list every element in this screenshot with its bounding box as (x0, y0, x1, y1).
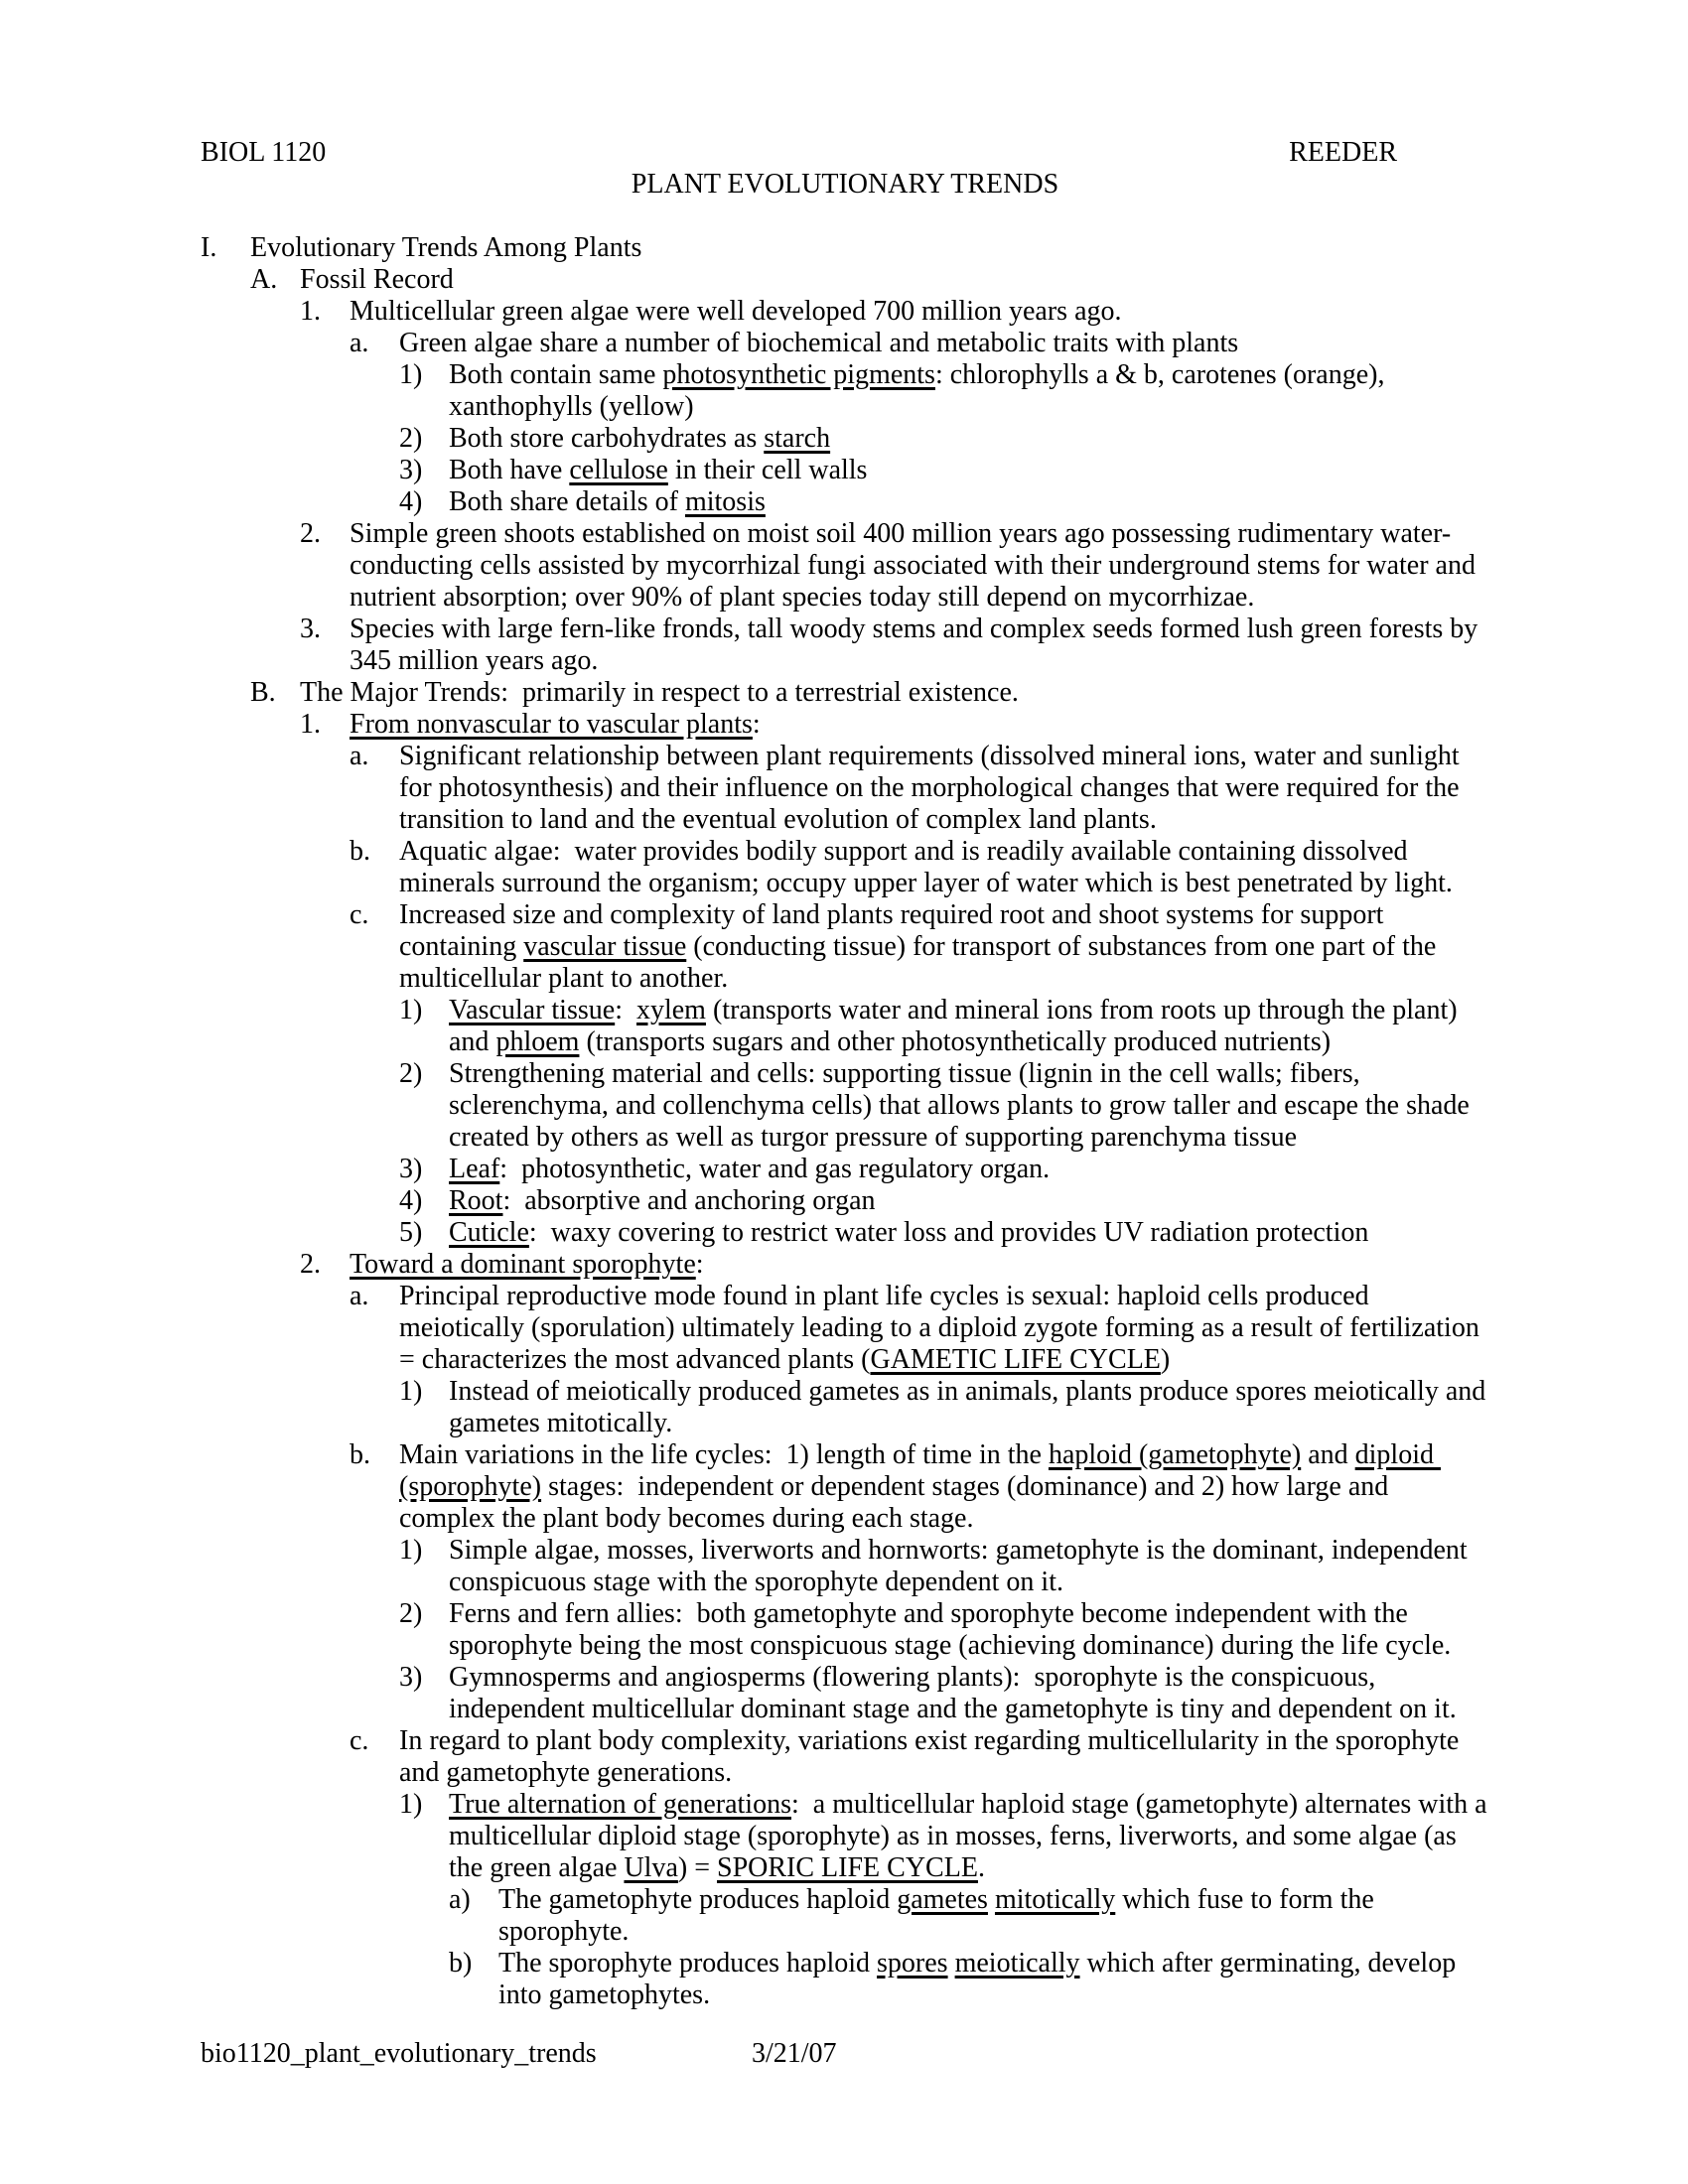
outline-item-row (399, 995, 1489, 1058)
underlined-term: Leaf (449, 1154, 500, 1184)
outline-item-text (449, 1376, 1493, 1439)
outline-item (399, 486, 1489, 518)
outline-item (350, 1725, 1494, 2011)
outline-item-row (300, 709, 1489, 741)
text-segment: Both contain same (449, 359, 663, 390)
text-segment: Main variations in the life cycles: 1) length of time in the (399, 1439, 1049, 1470)
text-segment: and (1301, 1439, 1355, 1470)
outline-item (399, 995, 1489, 1058)
outline-item-text (350, 1249, 1489, 1281)
text-segment: (transports water and mineral ions from roots up through the plant) and (449, 995, 1465, 1057)
underlined-term: Cuticle (449, 1217, 529, 1248)
outline-item-label: 3) (399, 455, 423, 485)
text-segment: : (695, 1249, 704, 1280)
outline-item-row (350, 899, 1489, 995)
text-segment: Gymnosperms and angiosperms (flowering plants): sporophyte is the conspicuous, independent multicellular dominant stage and the gametophyte is tiny and dependent on it. (449, 1662, 1457, 1724)
outline-item-row (399, 1154, 1489, 1185)
text-segment (948, 1948, 955, 1979)
outline-children (399, 1789, 1494, 2011)
outline (201, 232, 1494, 2011)
outline-item-text (350, 709, 1489, 741)
outline-item-row (399, 1185, 1489, 1217)
outline-item-row (350, 328, 1489, 359)
outline-item-label: I. (201, 232, 217, 263)
outline-children (399, 1535, 1489, 1725)
outline-item (399, 1535, 1489, 1598)
text-segment: (transports sugars and other photosynthetically produced nutrients) (579, 1026, 1332, 1057)
text-segment: Ferns and fern allies: both gametophyte and sporophyte become independent with the sporophyte being the most conspicuous stage (achieving dominance) during the life cycle. (449, 1598, 1452, 1661)
outline-item-row (300, 1249, 1489, 1281)
outline-children (399, 359, 1489, 518)
outline-item-text (399, 1439, 1489, 1535)
instructor-name: REEDER (1289, 137, 1397, 168)
text-segment: ) (1160, 1344, 1171, 1375)
underlined-term: xylem (635, 995, 706, 1025)
text-segment: . (977, 1852, 985, 1883)
outline-item-label: 1) (399, 1535, 423, 1566)
outline-item-label: 2) (399, 1598, 423, 1629)
outline-children (300, 296, 1489, 677)
text-segment: : photosynthetic, water and gas regulatory organ. (499, 1154, 1051, 1184)
outline-item-text (399, 741, 1489, 836)
text-segment: Multicellular green algae were well developed 700 million years ago. (350, 296, 1122, 327)
outline-item-label: a. (350, 741, 369, 771)
spacer (201, 201, 1489, 232)
underlined-term: haploid (gametophyte) (1048, 1439, 1302, 1470)
outline-item-row (399, 1376, 1493, 1439)
outline-item-text (449, 1662, 1489, 1725)
outline-item-label: 3) (399, 1662, 423, 1693)
text-segment: The gametophyte produces haploid (498, 1884, 898, 1915)
outline-item (350, 1281, 1493, 1439)
outline-item-row (399, 1662, 1489, 1725)
outline-item-row (399, 423, 1489, 455)
text-segment: stages: independent or dependent stages (dominance) and 2) how large and complex the plant body becomes during each stage. (399, 1471, 1396, 1534)
outline-item (300, 296, 1489, 518)
outline-item (350, 1439, 1489, 1725)
outline-item-label: a. (350, 1281, 369, 1311)
text-segment: which after germinating, develop into gametophytes. (498, 1948, 1464, 2010)
text-segment (988, 1884, 995, 1915)
outline-item (250, 264, 1489, 677)
outline-item (350, 328, 1489, 518)
text-segment: Both have (449, 455, 570, 485)
outline-item-label: b. (350, 836, 370, 867)
outline-item-row (350, 1281, 1489, 1376)
outline-item-label: 3) (399, 1154, 423, 1184)
outline-item-text (449, 455, 1489, 486)
outline-item-row (250, 677, 1489, 709)
text-segment: : (752, 709, 761, 740)
outline-item-row (350, 836, 1489, 899)
outline-item (350, 899, 1489, 1249)
outline-item-row (449, 1948, 1489, 2011)
text-segment: Simple green shoots established on moist soil 400 million years ago possessing rudimentary water-conducting cells assisted by mycorrhizal fungi associated with their underground stems for water and nutrient absorption; over 90% of plant species today still depend on mycorrhizae. (350, 518, 1482, 613)
outline-item-label: 4) (399, 486, 423, 517)
outline-item (300, 518, 1489, 614)
underlined-term: photosynthetic pigments (662, 359, 935, 390)
outline-item-row (300, 518, 1489, 614)
underlined-term: diploid (sporophyte) (399, 1439, 1441, 1502)
text-segment: : absorptive and anchoring organ (502, 1185, 876, 1216)
outline-item-row (399, 359, 1489, 423)
underlined-term: True alternation of generations (449, 1789, 791, 1820)
text-segment: Fossil Record (300, 264, 454, 295)
outline-children (350, 1281, 1494, 2011)
outline-item-label: c. (350, 899, 369, 930)
outline-item-label: 1) (399, 995, 423, 1025)
outline-item-text (399, 836, 1489, 899)
text-segment: Instead of meiotically produced gametes as in animals, plants produce spores meiotically and gametes mitotically. (449, 1376, 1493, 1438)
outline-item-row (399, 1058, 1489, 1154)
outline-item (399, 1217, 1489, 1249)
outline-item-label: 2. (300, 518, 321, 549)
underlined-term: phloem (495, 1026, 580, 1057)
outline-item-text (399, 328, 1489, 359)
outline-item-text (449, 995, 1489, 1058)
outline-children (350, 328, 1489, 518)
outline-item-text (350, 518, 1489, 614)
outline-item-text (498, 1884, 1489, 1948)
outline-item-text (300, 264, 1489, 296)
outline-children (350, 741, 1489, 1249)
outline-item-text (350, 296, 1489, 328)
footer-filename: bio1120_plant_evolutionary_trends (201, 2038, 597, 2069)
text-segment: Principal reproductive mode found in plant life cycles is sexual: haploid cells produced meiotically (sporulation) ultimately leading to a diploid zygote forming as a result of fertilization = characterizes the most advanced plants ( (399, 1281, 1486, 1375)
outline-children (250, 264, 1494, 2011)
outline-item (399, 1598, 1489, 1662)
underlined-term: mitotically (994, 1884, 1116, 1915)
outline-item-row (300, 296, 1489, 328)
text-segment: Significant relationship between plant requirements (dissolved mineral ions, water and sunlight for photosynthesis) and their influence on the morphological changes that were required for the transition to land and the eventual evolution of complex land plants. (399, 741, 1467, 835)
outline-item (399, 1789, 1494, 2011)
outline-item-text (250, 232, 1489, 264)
text-segment: (conducting tissue) for transport of substances from one part of the multicellular plant to another. (399, 931, 1444, 994)
outline-item-text (399, 1725, 1489, 1789)
outline-item-label: 1) (399, 1376, 423, 1407)
text-segment: ) = (677, 1852, 718, 1883)
text-segment: : chlorophylls a & b, carotenes (orange), xanthophylls (yellow) (449, 359, 1392, 422)
page-title: PLANT EVOLUTIONARY TRENDS (631, 169, 1059, 200)
outline-item-row (399, 1789, 1494, 1884)
outline-children (449, 1884, 1489, 2011)
outline-item-text (449, 359, 1489, 423)
text-segment: Strengthening material and cells: supporting tissue (lignin in the cell walls; fibers, sclerenchyma, and collenchyma cells) that allows plants to grow taller and escape the shade created by others as well as turgor pressure of supporting parenchyma tissue (449, 1058, 1477, 1153)
outline-item-text (399, 899, 1489, 995)
underlined-term: mitosis (684, 486, 766, 517)
text-segment: In regard to plant body complexity, variations exist regarding multicellularity in the sporophyte and gametophyte generations. (399, 1725, 1467, 1788)
outline-item-row (350, 1725, 1489, 1789)
outline-children (399, 1376, 1493, 1439)
outline-item-row (399, 1535, 1489, 1598)
outline-item (399, 1376, 1493, 1439)
underlined-term: Root (449, 1185, 503, 1216)
outline-item (201, 232, 1494, 2011)
outline-item-label: 5) (399, 1217, 423, 1248)
text-segment: Evolutionary Trends Among Plants (250, 232, 642, 263)
outline-item-label: 2) (399, 1058, 423, 1089)
text-segment: The sporophyte produces haploid (498, 1948, 878, 1979)
outline-item (399, 359, 1489, 423)
outline-item (350, 836, 1489, 899)
outline-item-text (449, 1598, 1489, 1662)
outline-item-label: 1) (399, 359, 423, 390)
outline-item (350, 741, 1489, 836)
text-segment: Species with large fern-like fronds, tall woody stems and complex seeds formed lush green forests by 345 million years ago. (350, 614, 1485, 676)
outline-item-label: b. (350, 1439, 370, 1470)
text-segment: Both store carbohydrates as (449, 423, 765, 454)
underlined-term: starch (764, 423, 831, 454)
underlined-term: spores (877, 1948, 948, 1979)
text-segment: Aquatic algae: water provides bodily support and is readily available containing dissolved minerals surround the organism; occupy upper layer of water which is best penetrated by light. (399, 836, 1453, 898)
underlined-term: vascular tissue (523, 931, 687, 962)
outline-item-text (449, 1535, 1489, 1598)
outline-item-row (350, 741, 1489, 836)
underlined-term: cellulose (569, 455, 668, 485)
outline-item-row (399, 486, 1489, 518)
text-segment: in their cell walls (667, 455, 868, 485)
underlined-term: SPORIC LIFE CYCLE (717, 1852, 978, 1883)
outline-item-text (498, 1948, 1489, 2011)
text-segment: : (615, 995, 636, 1025)
outline-item-label: a) (449, 1884, 471, 1915)
text-segment: Both share details of (449, 486, 685, 517)
outline-children (399, 995, 1489, 1249)
underlined-term: From nonvascular to vascular plants (350, 709, 753, 740)
text-segment: : waxy covering to restrict water loss and provides UV radiation protection (528, 1217, 1369, 1248)
outline-item-label: a. (350, 328, 369, 358)
text-segment: The Major Trends: primarily in respect to a terrestrial existence. (300, 677, 1019, 708)
outline-item-label: 1. (300, 709, 321, 740)
outline-item-row (250, 264, 1489, 296)
underlined-term: Toward a dominant sporophyte (350, 1249, 696, 1280)
outline-item-label: A. (250, 264, 278, 295)
outline-item-label: 2. (300, 1249, 321, 1280)
outline-item-row (399, 455, 1489, 486)
outline-item-label: c. (350, 1725, 369, 1756)
page-header (201, 137, 1489, 169)
outline-item (300, 1249, 1494, 2011)
text-segment: Simple algae, mosses, liverworts and hornworts: gametophyte is the dominant, independent conspicuous stage with the sporophyte dependent on it. (449, 1535, 1475, 1597)
outline-item (399, 455, 1489, 486)
outline-item-text (449, 1185, 1489, 1217)
outline-item-label: B. (250, 677, 276, 708)
text-segment: : a multicellular haploid stage (gametophyte) alternates with a multicellular diploid stage (sporophyte) as in mosses, ferns, liverworts, and some algae (as the green algae (449, 1789, 1494, 1883)
outline-item-text (300, 677, 1489, 709)
footer-date: 3/21/07 (752, 2038, 837, 2069)
outline-item (399, 1662, 1489, 1725)
outline-item-row (350, 1439, 1489, 1535)
outline-item (399, 423, 1489, 455)
outline-item-text (449, 1154, 1489, 1185)
underlined-term: gametes (897, 1884, 988, 1915)
outline-item (250, 677, 1494, 2011)
outline-item-label: 3. (300, 614, 321, 644)
outline-item-text (449, 1058, 1489, 1154)
outline-item-row (449, 1884, 1489, 1948)
outline-item-text (449, 423, 1489, 455)
text-segment: which fuse to form the sporophyte. (498, 1884, 1381, 1947)
outline-item-text (350, 614, 1489, 677)
outline-item-label: 4) (399, 1185, 423, 1216)
outline-item-label: 1. (300, 296, 321, 327)
outline-item-row (399, 1217, 1489, 1249)
underlined-term: Vascular tissue (449, 995, 616, 1025)
outline-item-text (449, 1217, 1489, 1249)
outline-item (300, 614, 1489, 677)
outline-item-label: b) (449, 1948, 473, 1979)
outline-item (449, 1884, 1489, 1948)
outline-item (399, 1154, 1489, 1185)
outline-children (300, 709, 1494, 2011)
outline-item (399, 1185, 1489, 1217)
outline-item-row (399, 1598, 1489, 1662)
outline-item (399, 1058, 1489, 1154)
outline-item-text (399, 1281, 1489, 1376)
underlined-term: GAMETIC LIFE CYCLE (870, 1344, 1161, 1375)
text-segment: Green algae share a number of biochemical and metabolic traits with plants (399, 328, 1239, 358)
underlined-term: meiotically (954, 1948, 1080, 1979)
outline-item-text (449, 486, 1489, 518)
outline-item-text (449, 1789, 1494, 1884)
outline-item (300, 709, 1489, 1249)
text-segment: Increased size and complexity of land plants required root and shoot systems for support containing (399, 899, 1391, 962)
outline-item-row (300, 614, 1489, 677)
outline-item-row (201, 232, 1489, 264)
underlined-term: Ulva (624, 1852, 678, 1883)
outline-item (449, 1948, 1489, 2011)
course-code: BIOL 1120 (201, 137, 327, 168)
outline-item-label: 1) (399, 1789, 423, 1820)
outline-item-label: 2) (399, 423, 423, 454)
